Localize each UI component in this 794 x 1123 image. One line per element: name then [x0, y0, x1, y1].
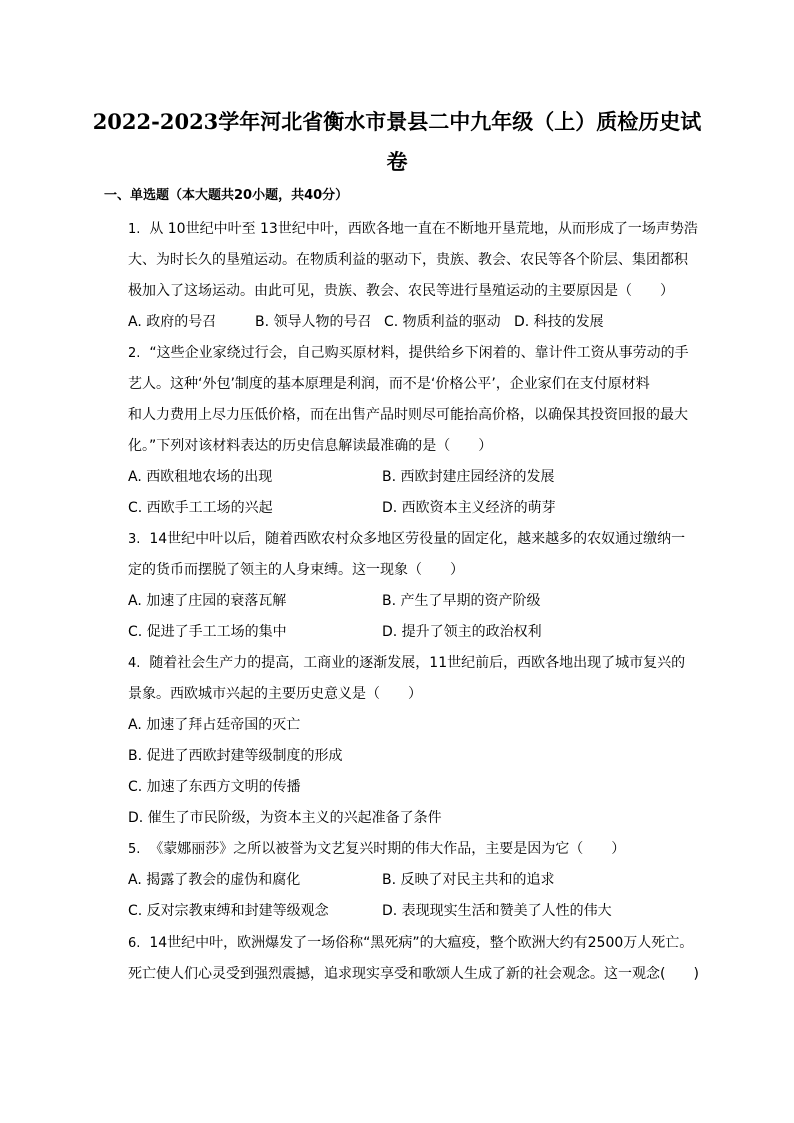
question-5-line-1	[128, 839, 625, 860]
question-6-line-1	[128, 933, 693, 954]
question-2-line-3: 和人力费用上尽力压低价格，而在出售产品时则尽可能抬高价格，以确保其投资回报的最大	[128, 407, 688, 423]
question-1-option-a[interactable]: A. 政府的号召	[128, 314, 217, 330]
question-1-option-d[interactable]: D. 科技的发展	[514, 314, 604, 330]
exam-title-line1: 2022-2023学年河北省衡水市景县二中九年级（上）质检历史试	[92, 109, 702, 134]
question-3-option-d[interactable]: D. 提升了领主的政治权利	[382, 624, 542, 640]
question-6-text-1: 14世纪中叶，欧洲爆发了一场俗称“黑死病”的大瘟疫，整个欧洲大约有2500万人死亡。	[149, 935, 694, 951]
question-1-line-2: 大、为时长久的垦殖运动。在物质利益的驱动下，贵族、教会、农民等各个阶层、集团都积	[128, 252, 688, 268]
question-3-line-2: 定的货币而摆脱了领主的人身束缚。这一现象（ ）	[128, 562, 464, 578]
question-5-option-a[interactable]: A. 揭露了教会的虚伪和腐化	[128, 872, 301, 888]
question-1-option-b[interactable]: B. 领导人物的号召	[255, 314, 372, 330]
question-5-option-b[interactable]: B. 反映了对民主共和的追求	[382, 872, 555, 888]
question-1-option-c[interactable]: C. 物质利益的驱动	[384, 314, 501, 330]
question-5-option-c[interactable]: C. 反对宗教束缚和封建等级观念	[128, 903, 329, 919]
question-4-line-2: 景象。西欧城市兴起的主要历史意义是（ ）	[128, 686, 422, 702]
question-4-option-b[interactable]: B. 促进了西欧封建等级制度的形成	[128, 748, 343, 764]
question-2-option-c[interactable]: C. 西欧手工工场的兴起	[128, 500, 273, 516]
question-2-line-2: 艺人。这种‘外包’制度的基本原理是利润，而不是‘价格公平’，企业家们在支付原材料	[128, 376, 650, 392]
question-1-line-3: 极加入了这场运动。由此可见，贵族、教会、农民等进行垦殖运动的主要原因是（ ）	[128, 283, 674, 299]
question-2-line-1	[128, 343, 689, 364]
question-3-number: 3.	[128, 532, 141, 547]
question-3-option-b[interactable]: B. 产生了早期的资产阶级	[382, 593, 541, 609]
question-4-number: 4.	[128, 656, 141, 671]
question-2-option-b[interactable]: B. 西欧封建庄园经济的发展	[382, 469, 555, 485]
question-4-line-1	[128, 653, 685, 674]
question-6-number: 6.	[128, 936, 141, 951]
exam-title-line2: 卷	[386, 149, 408, 174]
question-5-option-d[interactable]: D. 表现现实生活和赞美了人性的伟大	[382, 903, 612, 919]
question-2-number: 2.	[128, 346, 141, 361]
question-4-option-d[interactable]: D. 催生了市民阶级，为资本主义的兴起准备了条件	[128, 810, 442, 826]
question-3-text-1: 14世纪中叶以后，随着西欧农村众多地区劳役量的固定化，越来越多的农奴通过缴纳一	[149, 531, 686, 547]
question-2-option-d[interactable]: D. 西欧资本主义经济的萌芽	[382, 500, 556, 516]
question-4-option-a[interactable]: A. 加速了拜占廷帝国的灭亡	[128, 717, 301, 733]
question-2-option-a[interactable]: A. 西欧租地农场的出现	[128, 469, 273, 485]
question-5-number: 5.	[128, 842, 141, 857]
question-4-option-c[interactable]: C. 加速了东西方文明的传播	[128, 779, 301, 795]
question-2-line-4: 化。”下列对该材料表达的历史信息解读最准确的是（ ）	[128, 438, 493, 454]
question-3-option-a[interactable]: A. 加速了庄园的衰落瓦解	[128, 593, 287, 609]
question-3-line-1	[128, 529, 685, 550]
question-1-number: 1.	[128, 222, 141, 237]
section-heading: 一、单选题（本大题共20小题，共40分）	[104, 188, 349, 203]
question-1-text-1: 从 10世纪中叶至 13世纪中叶，西欧各地一直在不断地开垦荒地，从而形成了一场声势浩	[149, 221, 698, 237]
question-5-text-1: 《蒙娜丽莎》之所以被誉为文艺复兴时期的伟大作品，主要是因为它（ ）	[149, 841, 626, 857]
question-4-text-1: 随着社会生产力的提高，工商业的逐渐发展，11世纪前后，西欧各地出现了城市复兴的	[149, 655, 686, 671]
question-3-option-c[interactable]: C. 促进了手工工场的集中	[128, 624, 287, 640]
question-1-line-1	[128, 219, 698, 240]
question-6-line-2: 死亡使人们心灵受到强烈震撼，追求现实享受和歌颂人生成了新的社会观念。这一观念( )	[128, 966, 699, 982]
question-2-text-1: “这些企业家绕过行会，自己购买原材料，提供给乡下闲着的、靠计件工资从事劳动的手	[149, 345, 689, 361]
